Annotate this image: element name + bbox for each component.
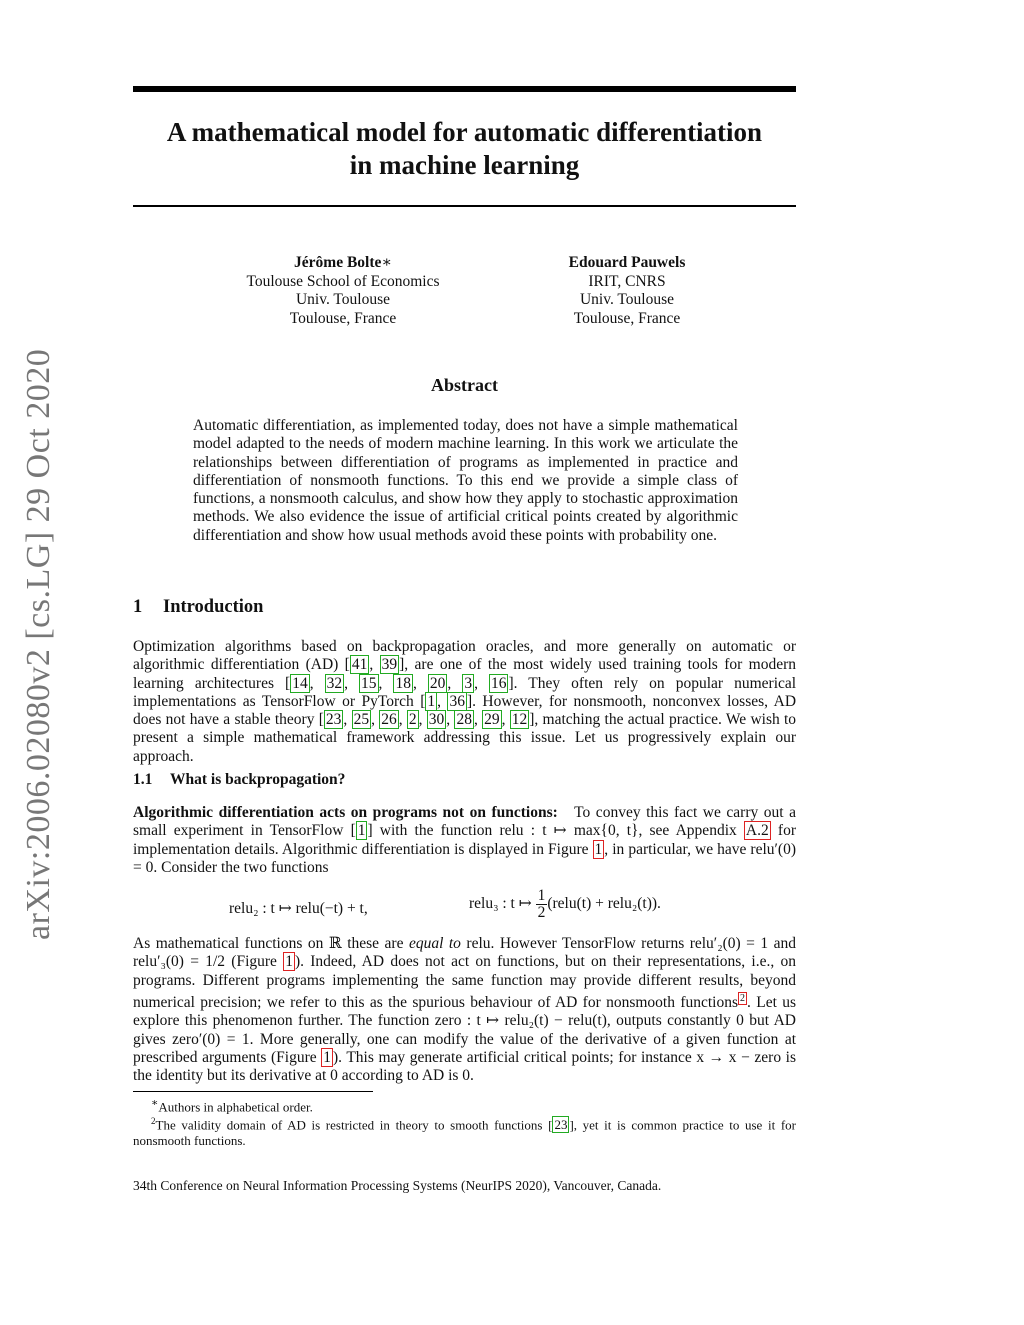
text-run: ] with the function relu : t ↦ max{0, t}, see Appendix <box>367 822 744 840</box>
author-name: Edouard Pauwels <box>568 254 686 271</box>
text-run: ]. They often rely on popular numerical implementations as TensorFlow or PyTorch [ <box>133 674 797 710</box>
text-run: ). Indeed, AD does not act on functions, but on their representations, i.e., on programs. Different programs implementing the same function may provide different results, beyond numerical precision; we refer to this as the spurious behaviour of AD for nonsmooth functions <box>133 953 796 1012</box>
citation-link[interactable]: 30 <box>428 711 445 729</box>
venue-note: 34th Conference on Neural Information Processing Systems (NeurIPS 2020), Vancouver, Canada. <box>133 1178 662 1193</box>
title-rule-bottom <box>133 205 796 207</box>
citation-link[interactable]: 2 <box>408 711 417 729</box>
citation-link[interactable]: 41 <box>351 656 368 674</box>
author-block-2 <box>497 254 757 328</box>
footnote-text: Authors in alphabetical order. <box>158 1099 313 1115</box>
citation-link[interactable]: 23 <box>554 1117 568 1133</box>
author-block-1 <box>193 254 493 328</box>
equation-part: (relu(t) + relu₂(t)). <box>547 895 661 913</box>
footnote-link[interactable]: 2 <box>740 992 746 1004</box>
citation-link[interactable]: 32 <box>326 674 343 692</box>
text-run: ], matching the actual practice. We wish to present a simple mathematical framework addressing this issue. Let us progressively explain our approach. <box>133 711 797 765</box>
text-run: ). This may generate artificial critical points; for instance x → x − zero is the identity but its derivative at 0 according to AD is 0. <box>133 1048 796 1085</box>
text-run: . Let us explore this phenomenon further. The function zero : t ↦ relu₂(t) − relu(t), outputs constantly 0 but AD gives zero′(0) = 1. More generally, one can modify the value of the derivative of a given function at prescribed arguments (Figure <box>133 994 796 1066</box>
author-affiliation: Toulouse, France <box>289 309 397 327</box>
author-affiliation: IRIT, CNRS <box>588 272 666 290</box>
paragraph-spurious-behaviour <box>133 935 796 1086</box>
footnote-text: ], yet it is common practice to use it for nonsmooth functions. <box>133 1117 796 1149</box>
author-affiliation: Univ. Toulouse <box>579 291 675 308</box>
figure-link[interactable]: 1 <box>285 953 293 971</box>
text-run: for implementation details. Algorithmic differentiation is displayed in Figure <box>133 822 796 858</box>
equation-relu3 <box>469 888 661 921</box>
citation-link[interactable]: 23 <box>325 711 342 729</box>
citation-link[interactable]: 16 <box>490 674 507 692</box>
text-run: As mathematical functions on ℝ these are <box>133 935 409 952</box>
citation-link[interactable]: 20 <box>429 674 446 692</box>
section-number: 1 <box>133 597 143 617</box>
citation-link[interactable]: 25 <box>353 711 370 729</box>
appendix-link[interactable]: A.2 <box>745 822 769 840</box>
subsection-number: 1.1 <box>133 771 153 788</box>
text-run: ]. However, for nonsmooth, nonconvex losses, AD does not have a stable theory [ <box>133 692 797 729</box>
title-rule-top <box>133 86 796 92</box>
footnote-mark: 2 <box>151 1116 156 1126</box>
section-heading <box>133 597 263 618</box>
author-affiliation: Toulouse School of Economics <box>246 272 440 290</box>
author-affiliation: Toulouse, France <box>573 309 681 327</box>
figure-link[interactable]: 1 <box>594 840 603 858</box>
text-run: To convey this fact we carry out a small experiment in TensorFlow [ <box>133 804 796 840</box>
title-line-1: A mathematical model for automatic differentiation <box>166 117 763 147</box>
text-run: relu. However TensorFlow returns relu′₂(0) = 1 and relu′₃(0) = 1/2 (Figure <box>133 935 796 971</box>
fraction-numerator: 1 <box>537 887 546 904</box>
fraction <box>536 888 548 921</box>
text-run: Optimization algorithms based on backpropagation oracles, and more generally on automatic or algorithmic differentiation (AD) [ <box>133 638 796 674</box>
fraction-denominator: 2 <box>537 904 546 921</box>
citation-link[interactable]: 28 <box>456 711 472 729</box>
citation-link[interactable]: 1 <box>427 692 436 710</box>
citation-link[interactable]: 14 <box>292 674 308 692</box>
equation-part: relu₃ : t ↦ <box>469 895 536 913</box>
paper-title <box>133 116 796 182</box>
title-line-2: in machine learning <box>349 150 580 180</box>
author-footnote-mark: ∗ <box>381 254 392 271</box>
author-affiliation: Univ. Toulouse <box>295 291 391 308</box>
citation-link[interactable]: 18 <box>395 674 411 692</box>
footnote-mark: ∗ <box>151 1097 159 1109</box>
citation-link[interactable]: 12 <box>511 711 528 729</box>
paragraph-ad-programs <box>133 804 796 877</box>
equation-relu2: relu₂ : t ↦ relu(−t) + t, <box>229 900 368 917</box>
footnote-text: The validity domain of AD is restricted in theory to smooth functions [ <box>155 1117 553 1133</box>
emphasis: equal to <box>408 935 461 952</box>
citation-link[interactable]: 3 <box>464 674 473 692</box>
abstract-heading: Abstract <box>431 375 498 395</box>
citation-link[interactable]: 39 <box>381 656 398 674</box>
arxiv-identifier: arXiv:2006.02080v2 [cs.LG] 29 Oct 2020 <box>20 348 57 940</box>
section-title: Introduction <box>163 597 264 617</box>
citation-link[interactable]: 29 <box>484 711 500 729</box>
footnote-rule <box>133 1091 373 1092</box>
abstract-text: Automatic differentiation, as implemented today, does not have a simple mathematical model adapted to the needs of modern machine learning. In this work we articulate the relationships between differentiation of programs as implemented in practice and differentiation of nonsmooth functions. To this end we provide a simple class of functions, a nonsmooth calculus, and show how they apply to stochastic approximation methods. We also evidence the issue of artificial critical points created by algorithmic differentiation and show how usual methods avoid these points with probability one. <box>193 417 738 544</box>
subsection-title: What is backpropagation? <box>170 771 346 788</box>
author-name: Jérôme Bolte <box>294 254 382 271</box>
footnote-2 <box>133 1113 796 1149</box>
intro-paragraph: Optimization algorithms based on backpropagation oracles, and more generally on automatic or algorithmic differentiation (AD) [ 41 , 39 ], are one of the most widely used training tools for modern learning architectures [ 14 , 32 , 15 , 18 , 20 , 3 , 16 ]. They often rely on popular numerical implementations as TensorFlow or PyTorch [ 1 , 36 ]. However, for nonsmooth, nonconvex losses, AD does not have a stable theory [ 23 , 25 , 26 , 2 , 30 , 28 , 29 , 12 ], matching the actual practice. We wish to present a simple mathematical framework addressing this issue. Let us progressively explain our approach. <box>133 638 797 765</box>
citation-link[interactable]: 1 <box>357 822 366 840</box>
text-run: ], are one of the most widely used training tools for modern learning architectures [ <box>133 656 796 692</box>
citation-link[interactable]: 15 <box>361 674 377 692</box>
subsection-heading <box>133 771 345 789</box>
paragraph-lead: Algorithmic differentiation acts on programs not on functions: <box>133 804 558 821</box>
text-run: , in particular, we have relu′(0) = 0. Consider the two functions <box>133 840 796 876</box>
figure-link[interactable]: 1 <box>323 1048 331 1066</box>
citation-link[interactable]: 26 <box>381 711 397 729</box>
citation-link[interactable]: 36 <box>449 692 465 710</box>
